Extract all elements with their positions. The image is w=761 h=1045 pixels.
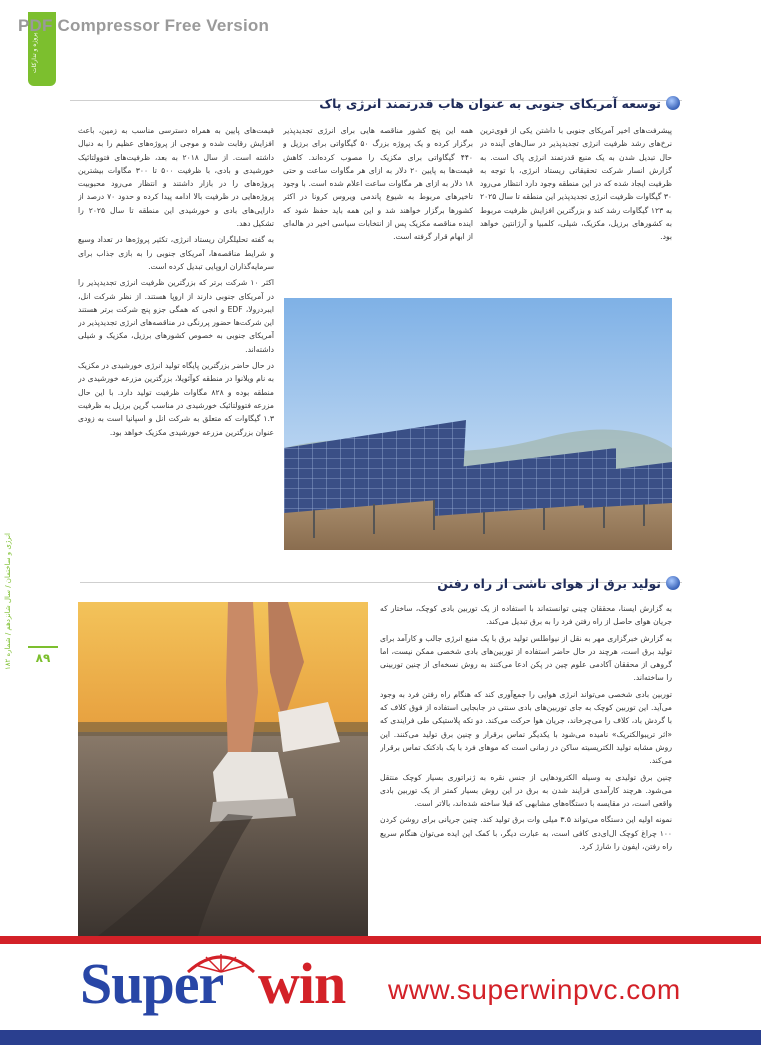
website-url[interactable]: www.superwinpvc.com bbox=[388, 974, 681, 1005]
paragraph: به گفته تحلیلگران ریستاد انرژی، تکثیر پروژه‌ها در تعداد وسیع و شرایط مناقصه‌ها، آمریکای جنوبی را به بازی جذاب برای سرمایه‌گذاران اروپایی تبدیل کرده است. bbox=[78, 235, 274, 271]
paragraph: اکثر ۱۰ شرکت برتر که بزرگترین ظرفیت انرژی تجدیدپذیر را در آمریکای جنوبی دارند از اروپا هستند. از نظر شرکت انل، ایبردرولا، EDF و انجی که همگی جزو پنج شرکت برتر هستند این شرکت‌ها حضور پررنگی در مناقصه‌های انرژی تجدیدپذیر در آمریکای جنوبی به خصوص کشورهای برزیل، مکزیک و شیلی داشته‌اند. bbox=[78, 278, 274, 354]
article-title: تولید برق از هوای ناشی از راه رفتن bbox=[437, 576, 661, 591]
paragraph: همه این پنج کشور مناقصه هایی برای انرژی تجدیدپذیر برگزار کرده و یک پروژه بزرگ ۵۰ گیگاواتی برای برزیل و ۴۴۰ گیگاواتی برای مکزیک را مصوب کرده‌اند. کاهش قیمت‌ها به پایین ۲۰ دلار به ازای هر مگاوات ساعت و حتی ۱۸ دلار به ازای هر مگاوات ساعت اعلام شده است. با وجود تاخیرهای مربوط به شیوع پاندمی ویروس کرونا در اکثر کشورها برگزار خواهند شد و این همه باید حفظ شود که اینده مناقصه مکزیک پس از انتخابات سیاسی اخیر در هاله‌ای از ابهام قرار گرفته است. bbox=[283, 126, 473, 242]
article-column bbox=[78, 124, 274, 552]
magazine-issue-info: انرژی و ساختمان / سال شانزدهم / شماره ۱۸۲ bbox=[4, 532, 12, 670]
section-tab-label: پروژه و تدارکات bbox=[31, 32, 38, 74]
article-column bbox=[283, 124, 473, 294]
page-number: ۸۹ bbox=[28, 646, 58, 670]
runner-photo bbox=[78, 602, 368, 936]
article-title: توسعه آمریکای جنوبی به عنوان هاب قدرتمند انرژی پاک bbox=[319, 96, 661, 111]
paragraph: نمونه اولیه این دستگاه می‌تواند ۳.۵ میلی وات برق تولید کند. چنین جریانی برای روشن کردن ۱۰۰ چراغ کوچک ال‌ای‌دی کافی است، به عبارت دیگر، با کمک این ایده می‌توان هنگام سریع راه رفتن، ایفون را شارژ کرد. bbox=[380, 815, 672, 852]
footer-red-band bbox=[0, 936, 761, 944]
solar-panels-photo bbox=[284, 298, 672, 550]
paragraph: چنین برق تولیدی به وسیله الکترودهایی از جنس نقره به ژنراتوری بسیار کوچک منتقل می‌شود. هرچند کارآمدی فرایند شدن به برق در این روش بسیار کمتر از یک توربین بادی واقعی است، در مقایسه با دستگاه‌های مشابهی که قبلا ساخته شده‌اند، بالاتر است. bbox=[380, 772, 672, 809]
paragraph: به گزارش ایسنا، محققان چینی توانسته‌اند با استفاده از یک توربین بادی کوچک، ساختار که جریان هوای حاصل از راه رفتن فرد را به برق تبدیل می‌کند. bbox=[380, 604, 672, 627]
paragraph: توربین بادی شخصی می‌تواند انرژی هوایی را جمع‌آوری کند که هنگام راه رفتن فرد به وجود می‌آید. این توربین کوچک به جای توربین‌های بادی سنتی در جابجایی استفاده از فوق کلاف که با گردش باد، کلاف را می‌چرخاند، جریان هوا حرکت می‌کند. دو تکه پلاستیکی طی فرایندی که «اثر تریبوالکتریک» نامیده می‌شود با یکدیگر تماس برقرار و چنین برق تولید می‌کنند. این روش مشابه تولید الکتریسیته ساکن در زمانی است که موهای فرد با یک بادکنک تماس برقرار می‌کند. bbox=[380, 689, 672, 766]
paragraph: قیمت‌های پایین به همراه دسترسی مناسب به زمین، باعث افزایش رقابت شده و موجی از پروژه‌های عظیم را به دنبال داشته است. از سال ۲۰۱۸ به بعد، ظرفیت‌های فتوولتائیک خورشیدی و بادی، با ظرفیت ۵۰۰ تا ۳۰۰ مگاوات بیشترین پروژه‌های را در بازار داشتند و انتظار می‌رود محبوبیت پروژه‌هایی در ظرفیت بالا ادامه پیدا کرده و حدود ۷۰ درصد از دارایی‌های بادی و خورشیدی این منطقه تا سال ۲۰۲۵ را تشکیل دهد. bbox=[78, 126, 274, 229]
paragraph: پیشرفت‌های اخیر آمریکای جنوبی با داشتن یکی از قوی‌ترین نرخ‌های رشد ظرفیت انرژی تجدیدپذیر در سال‌های آینده در حال تبدیل شدن به یک منبع قدرتمند انرژی پاک است. به گزارش انسار شرکت تحقیقاتی ریستاد انرژی، با توجه به ظرفیت ایجاد شده که در این منطقه وجود دارد انتظار می‌رود ۳۰ گیگاوات ظرفیت انرژی تجدیدپذیر این منطقه تا سال ۲۰۲۵ به ۱۲۳ گیگاوات رشد کند و بزرگترین افزایش ظرفیت مربوط به کشورهای برزیل، مکزیک، شیلی، کلمبیا و آرژانتین خواهد بود. bbox=[480, 126, 672, 242]
paragraph: به گزارش خبرگزاری مهر به نقل از نیواطلس تولید برق با یک منبع انرژی جالب و کارآمد برای تولید برق است، هرچند در حال حاضر استفاده از توربین‌های بادی شخصی ممکن نیست، اما گروهی از محققان آکادمی علوم چین در پکن ادعا می‌کنند به روش نسخه‌ای از چنین توربینی را ساخته‌اند. bbox=[380, 633, 672, 683]
watermark: PDF Compressor Free Version bbox=[18, 16, 270, 35]
article-column bbox=[380, 602, 672, 932]
paragraph: در حال حاضر بزرگترین پایگاه تولید انرژی خورشیدی در مکزیک به نام ویلانوا در منطقه کوآئویلا، بزرگترین مزرعه خورشیدی در منطقه بوده و ۸۲۸ مگاوات ظرفیت تولید دارد. با این حال مزرعه فتوولتائیک خورشیدی در مناسب گرین برزیل به ظرفیت ۱.۳ گیگاوات که متعلق به شرکت انل و اسپانیا است به زودی عنوان بزرگترین مزرعه خورشیدی مکزیک خواهد بود. bbox=[78, 361, 274, 437]
brand-logo-super: Super bbox=[80, 951, 224, 1016]
footer-blue-band bbox=[0, 1030, 761, 1045]
article-column bbox=[480, 124, 672, 294]
brand-logo-win: win bbox=[258, 951, 346, 1016]
title-bullet-icon bbox=[666, 96, 680, 110]
title-bullet-icon bbox=[666, 576, 680, 590]
